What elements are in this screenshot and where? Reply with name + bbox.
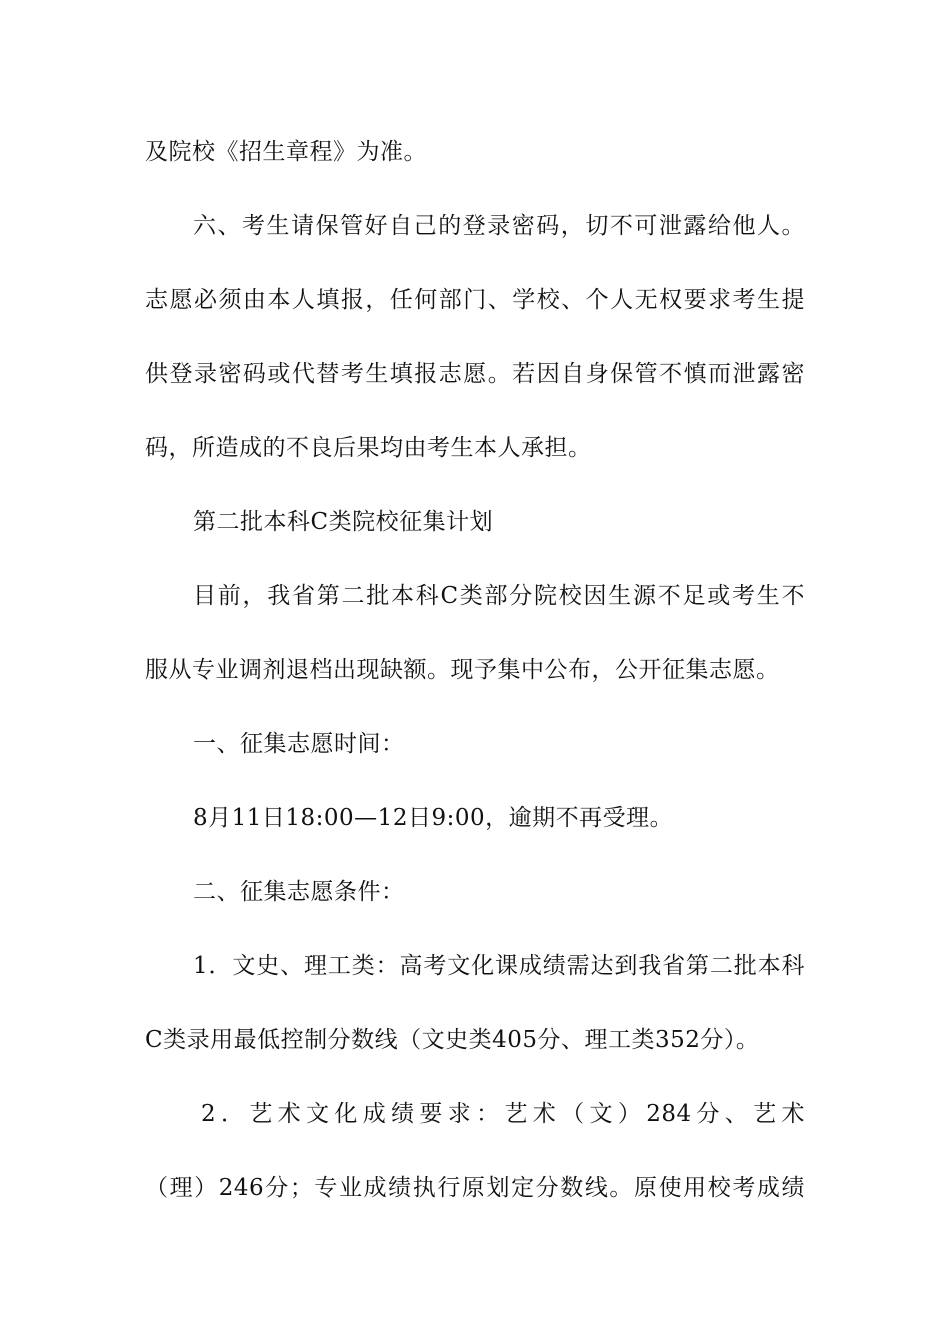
- paragraph-line: 及院校《招生章程》为准。: [145, 139, 427, 165]
- paragraph-line: 2．艺术文化成绩要求：艺术（文）284分、艺术: [201, 1101, 805, 1127]
- paragraph-line: 8月11日18:00—12日9:00，逾期不再受理。: [193, 805, 674, 831]
- subsection-heading: 一、征集志愿时间：: [193, 731, 405, 757]
- paragraph-line: C类录用最低控制分数线（文史类405分、理工类352分）。: [145, 1027, 760, 1053]
- paragraph-line: （理）246分；专业成绩执行原划定分数线。原使用校考成绩: [145, 1175, 805, 1201]
- paragraph-line: 志愿必须由本人填报，任何部门、学校、个人无权要求考生提: [145, 287, 805, 313]
- paragraph-line: 目前，我省第二批本科C类部分院校因生源不足或考生不: [193, 583, 805, 609]
- paragraph-line: 码，所造成的不良后果均由考生本人承担。: [145, 435, 592, 461]
- paragraph-line: 服从专业调剂退档出现缺额。现予集中公布，公开征集志愿。: [145, 657, 780, 683]
- paragraph-line: 六、考生请保管好自己的登录密码，切不可泄露给他人。: [193, 213, 805, 239]
- paragraph-line: 1．文史、理工类：高考文化课成绩需达到我省第二批本科: [193, 953, 805, 979]
- section-heading: 第二批本科C类院校征集计划: [193, 509, 494, 535]
- subsection-heading: 二、征集志愿条件：: [193, 879, 405, 905]
- paragraph-line: 供登录密码或代替考生填报志愿。若因自身保管不慎而泄露密: [145, 361, 805, 387]
